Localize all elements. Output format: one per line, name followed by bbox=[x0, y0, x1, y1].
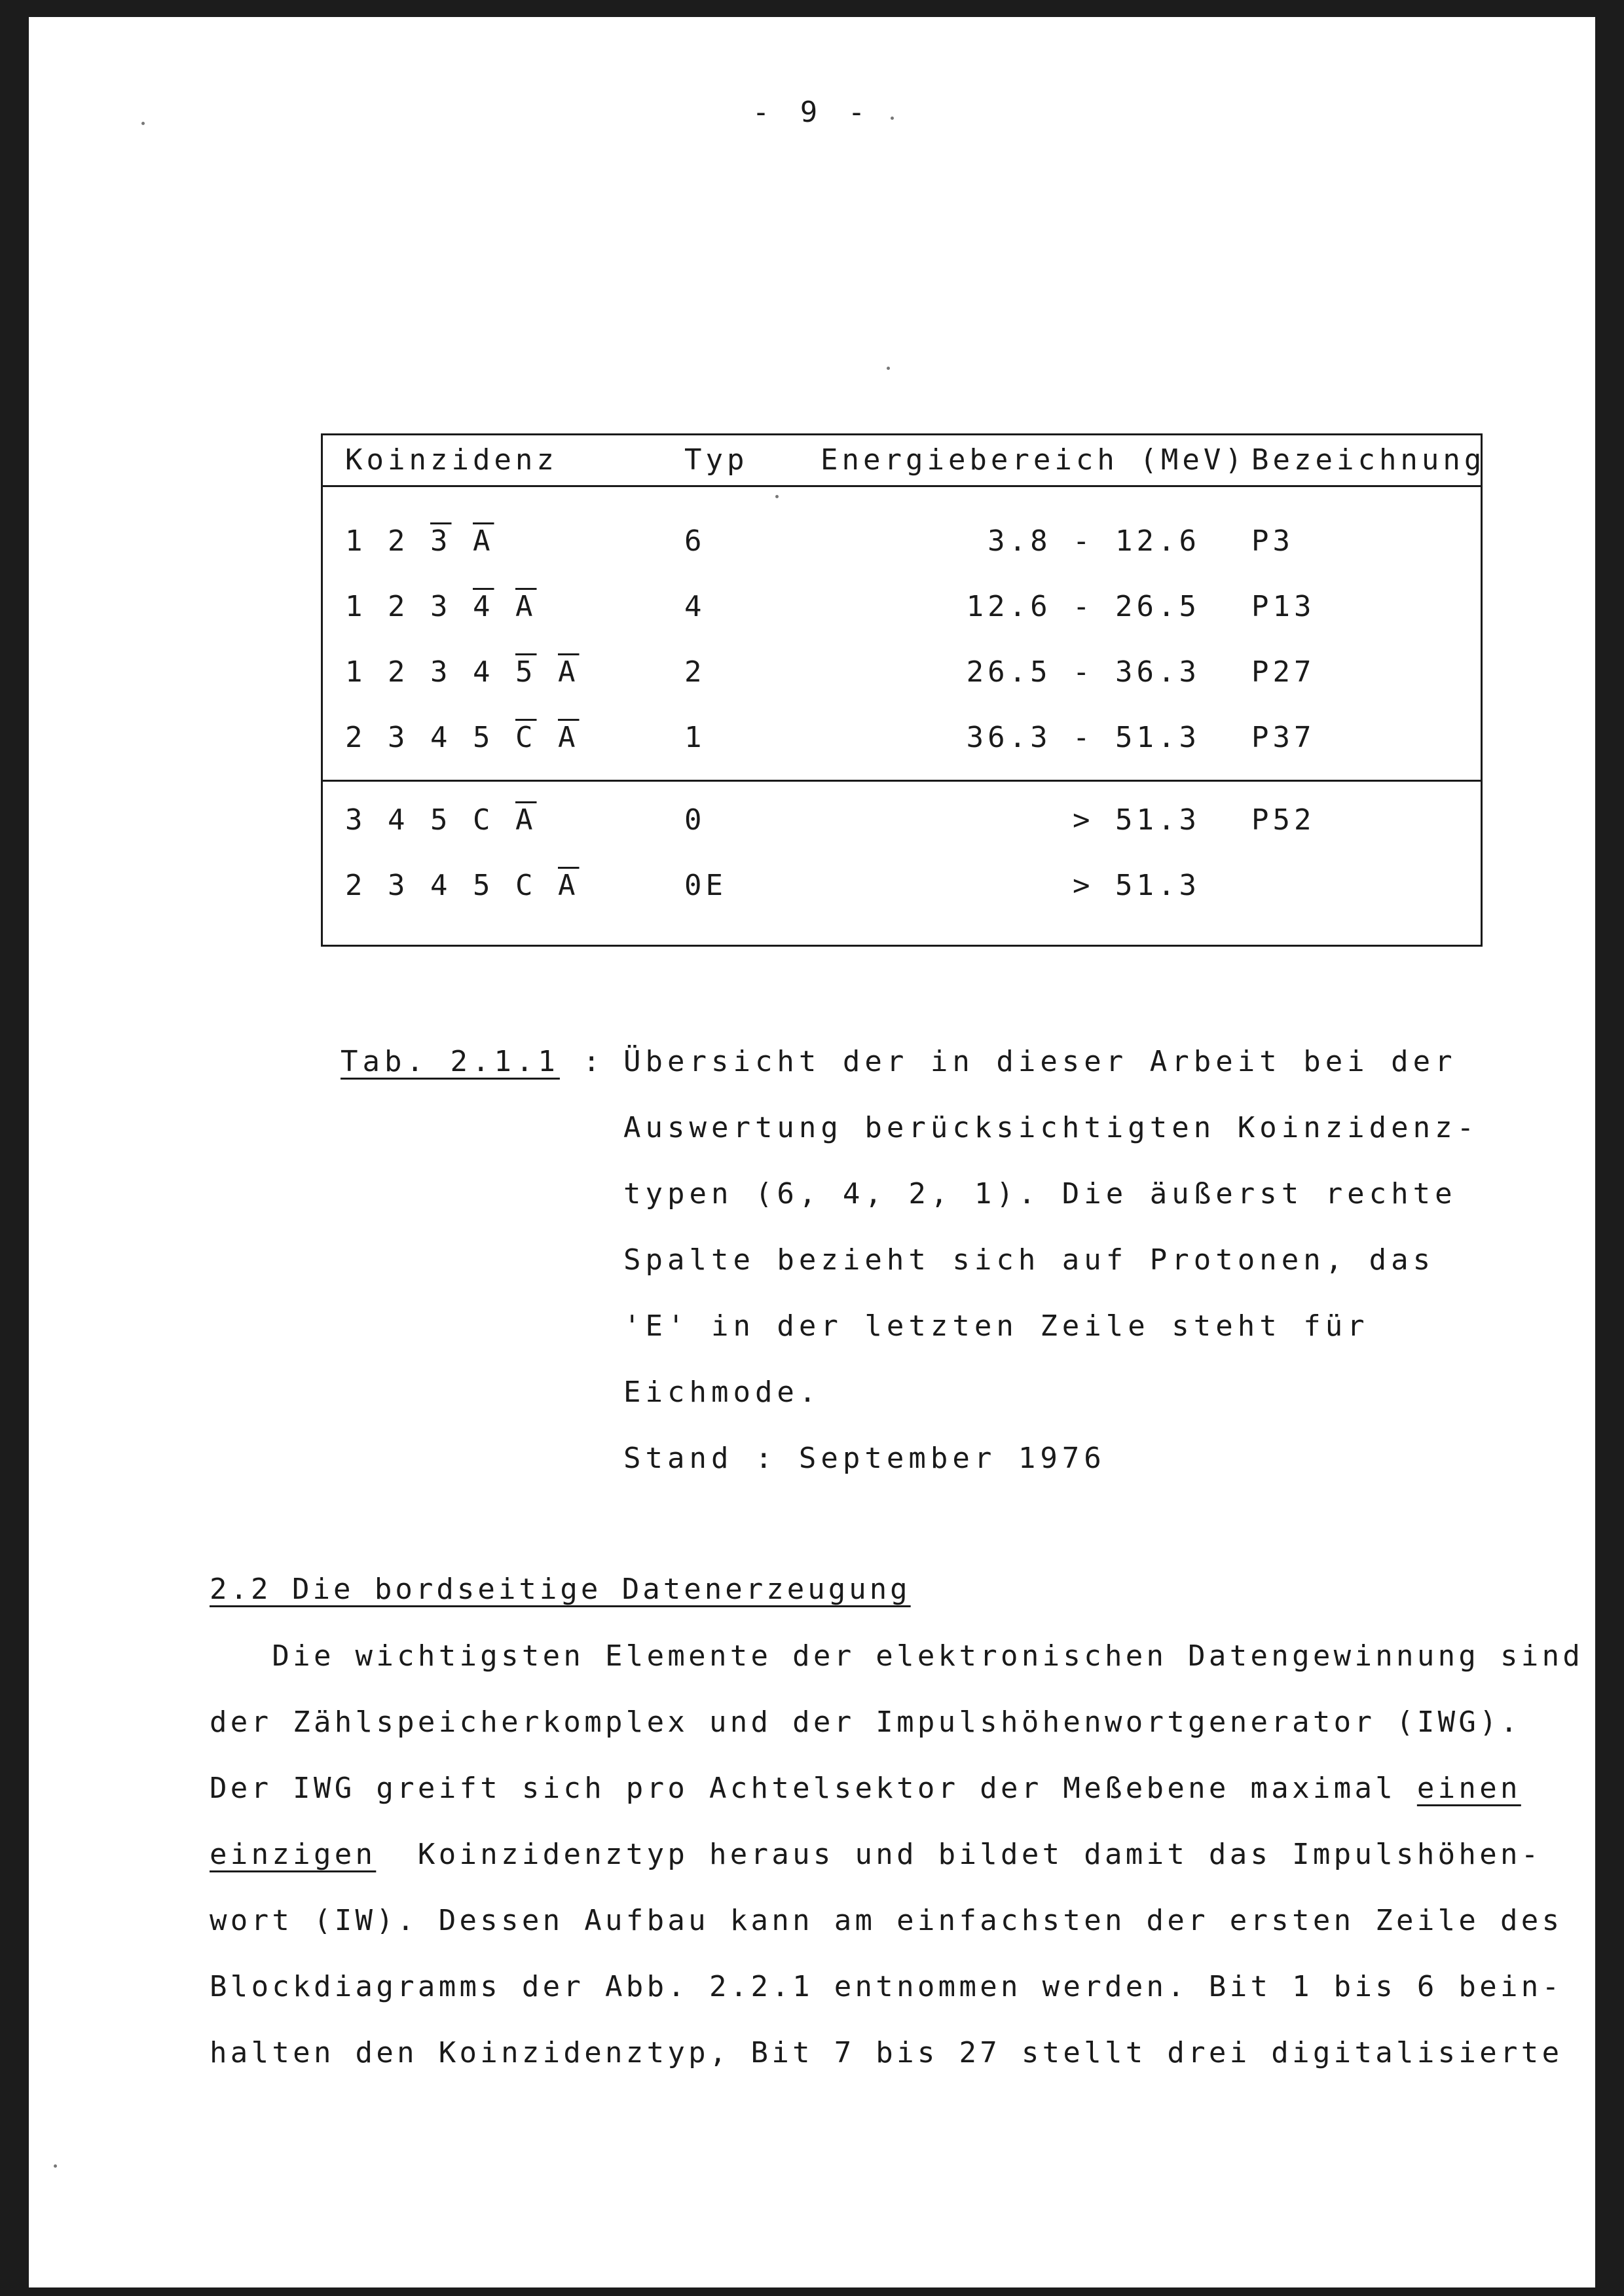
scan-speck bbox=[775, 495, 779, 498]
body-line: Blockdiagramms der Abb. 2.2.1 entnommen werden. Bit 1 bis 6 bein- bbox=[210, 1970, 1563, 2003]
body-line: halten den Koinzidenztyp, Bit 7 bis 27 stellt drei digitalisierte bbox=[210, 2036, 1563, 2069]
detector-token: C bbox=[473, 803, 494, 837]
cell-energiebereich: 26.5 - 36.3 bbox=[966, 655, 1200, 689]
table-header-rule bbox=[323, 485, 1481, 487]
caption-line: Eichmode. bbox=[623, 1376, 821, 1409]
detector-token: 5 bbox=[473, 721, 494, 754]
detector-token-anti: $\overline{A}$ bbox=[473, 524, 494, 558]
detector-token: 2 bbox=[345, 869, 367, 902]
body-line: der Zählspeicherkomplex und der Impulshöhenwortgenerator (IWG). bbox=[210, 1705, 1521, 1739]
body-line: Die wichtigsten Elemente der elektronischen Datengewinnung sind bbox=[210, 1639, 1584, 1673]
cell-koinzidenz bbox=[345, 523, 494, 560]
caption-line: Spalte bezieht sich auf Protonen, das bbox=[623, 1243, 1435, 1277]
cell-koinzidenz bbox=[345, 589, 537, 625]
detector-token: 1 bbox=[345, 590, 367, 623]
section-heading: 2.2 Die bordseitige Datenerzeugung bbox=[210, 1573, 911, 1606]
detector-token: 2 bbox=[345, 721, 367, 754]
page-number: - 9 - bbox=[752, 96, 872, 129]
detector-token-anti: $\overline{A}$ bbox=[558, 721, 580, 754]
header-energiebereich: Energiebereich (MeV) bbox=[821, 443, 1246, 477]
cell-energiebereich: 36.3 - 51.3 bbox=[966, 721, 1200, 754]
detector-token-anti: $\overline{A}$ bbox=[515, 590, 537, 623]
detector-token: 5 bbox=[473, 869, 494, 902]
detector-token-anti: 4 bbox=[473, 590, 494, 623]
emphasis-underline: einen bbox=[1416, 1772, 1521, 1805]
cell-bezeichnung: P52 bbox=[1251, 803, 1316, 837]
detector-token: 3 bbox=[430, 655, 452, 689]
cell-energiebereich: 12.6 - 26.5 bbox=[966, 590, 1200, 623]
detector-token-anti: $\overline{A}$ bbox=[558, 869, 580, 902]
cell-koinzidenz bbox=[345, 654, 580, 691]
body-text: Der IWG greift sich pro Achtelsektor der Meßebene maximal bbox=[210, 1772, 1417, 1805]
body-line bbox=[210, 1838, 1542, 1871]
detector-token: 3 bbox=[430, 590, 452, 623]
body-text: Koinzidenztyp heraus und bildet damit das Impulshöhen- bbox=[376, 1838, 1542, 1871]
cell-bezeichnung: P13 bbox=[1251, 590, 1316, 623]
detector-token: 4 bbox=[473, 655, 494, 689]
cell-typ: 0E bbox=[684, 869, 727, 902]
cell-energiebereich: 3.8 - 12.6 bbox=[966, 524, 1200, 558]
cell-typ: 0 bbox=[684, 803, 706, 837]
emphasis-underline: einzigen bbox=[210, 1838, 377, 1871]
cell-energiebereich: > 51.3 bbox=[1073, 869, 1200, 902]
detector-token: 3 bbox=[388, 721, 409, 754]
caption-line: Übersicht der in dieser Arbeit bei der bbox=[623, 1045, 1457, 1078]
header-bezeichnung: Bezeichnung bbox=[1251, 443, 1486, 477]
cell-typ: 2 bbox=[684, 655, 706, 689]
caption-label: Tab. 2.1.1 bbox=[341, 1045, 560, 1078]
cell-bezeichnung: P3 bbox=[1251, 524, 1294, 558]
scan-speck bbox=[887, 367, 890, 370]
scan-speck bbox=[891, 117, 894, 120]
detector-token: 1 bbox=[345, 524, 367, 558]
detector-token-anti: 5 bbox=[515, 655, 537, 689]
cell-koinzidenz bbox=[345, 720, 580, 756]
coincidence-table bbox=[321, 433, 1486, 947]
detector-token-anti: $\overline{A}$ bbox=[515, 803, 537, 837]
document-page bbox=[29, 17, 1595, 2287]
detector-token-anti: $\overline{C}$ bbox=[515, 721, 537, 754]
caption-separator: : bbox=[583, 1045, 600, 1078]
detector-token-anti: 3 bbox=[430, 524, 452, 558]
detector-token: 3 bbox=[388, 869, 409, 902]
table-group-rule bbox=[323, 780, 1481, 782]
caption-line: Auswertung berücksichtigten Koinzidenz- bbox=[623, 1111, 1479, 1144]
body-line bbox=[210, 1772, 1521, 1805]
cell-bezeichnung: P37 bbox=[1251, 721, 1316, 754]
cell-bezeichnung: P27 bbox=[1251, 655, 1316, 689]
cell-typ: 4 bbox=[684, 590, 706, 623]
detector-token-anti: $\overline{A}$ bbox=[558, 655, 580, 689]
detector-token: 4 bbox=[388, 803, 409, 837]
detector-token: 4 bbox=[430, 721, 452, 754]
caption-line: Stand : September 1976 bbox=[623, 1442, 1106, 1475]
body-line: wort (IW). Dessen Aufbau kann am einfachsten der ersten Zeile des bbox=[210, 1904, 1563, 1937]
detector-token: 2 bbox=[388, 590, 409, 623]
detector-token: 3 bbox=[345, 803, 367, 837]
cell-koinzidenz bbox=[345, 867, 580, 904]
detector-token: C bbox=[515, 869, 537, 902]
cell-energiebereich: > 51.3 bbox=[1073, 803, 1200, 837]
detector-token: 2 bbox=[388, 524, 409, 558]
header-typ: Typ bbox=[684, 443, 748, 477]
cell-koinzidenz bbox=[345, 802, 537, 839]
detector-token: 4 bbox=[430, 869, 452, 902]
scan-speck bbox=[141, 122, 145, 125]
caption-line: 'E' in der letzten Zeile steht für bbox=[623, 1309, 1369, 1343]
cell-typ: 6 bbox=[684, 524, 706, 558]
detector-token: 1 bbox=[345, 655, 367, 689]
cell-typ: 1 bbox=[684, 721, 706, 754]
scan-speck bbox=[54, 2164, 57, 2168]
detector-token: 5 bbox=[430, 803, 452, 837]
header-koinzidenz: Koinzidenz bbox=[345, 443, 558, 477]
caption-line: typen (6, 4, 2, 1). Die äußerst rechte bbox=[623, 1177, 1457, 1211]
detector-token: 2 bbox=[388, 655, 409, 689]
